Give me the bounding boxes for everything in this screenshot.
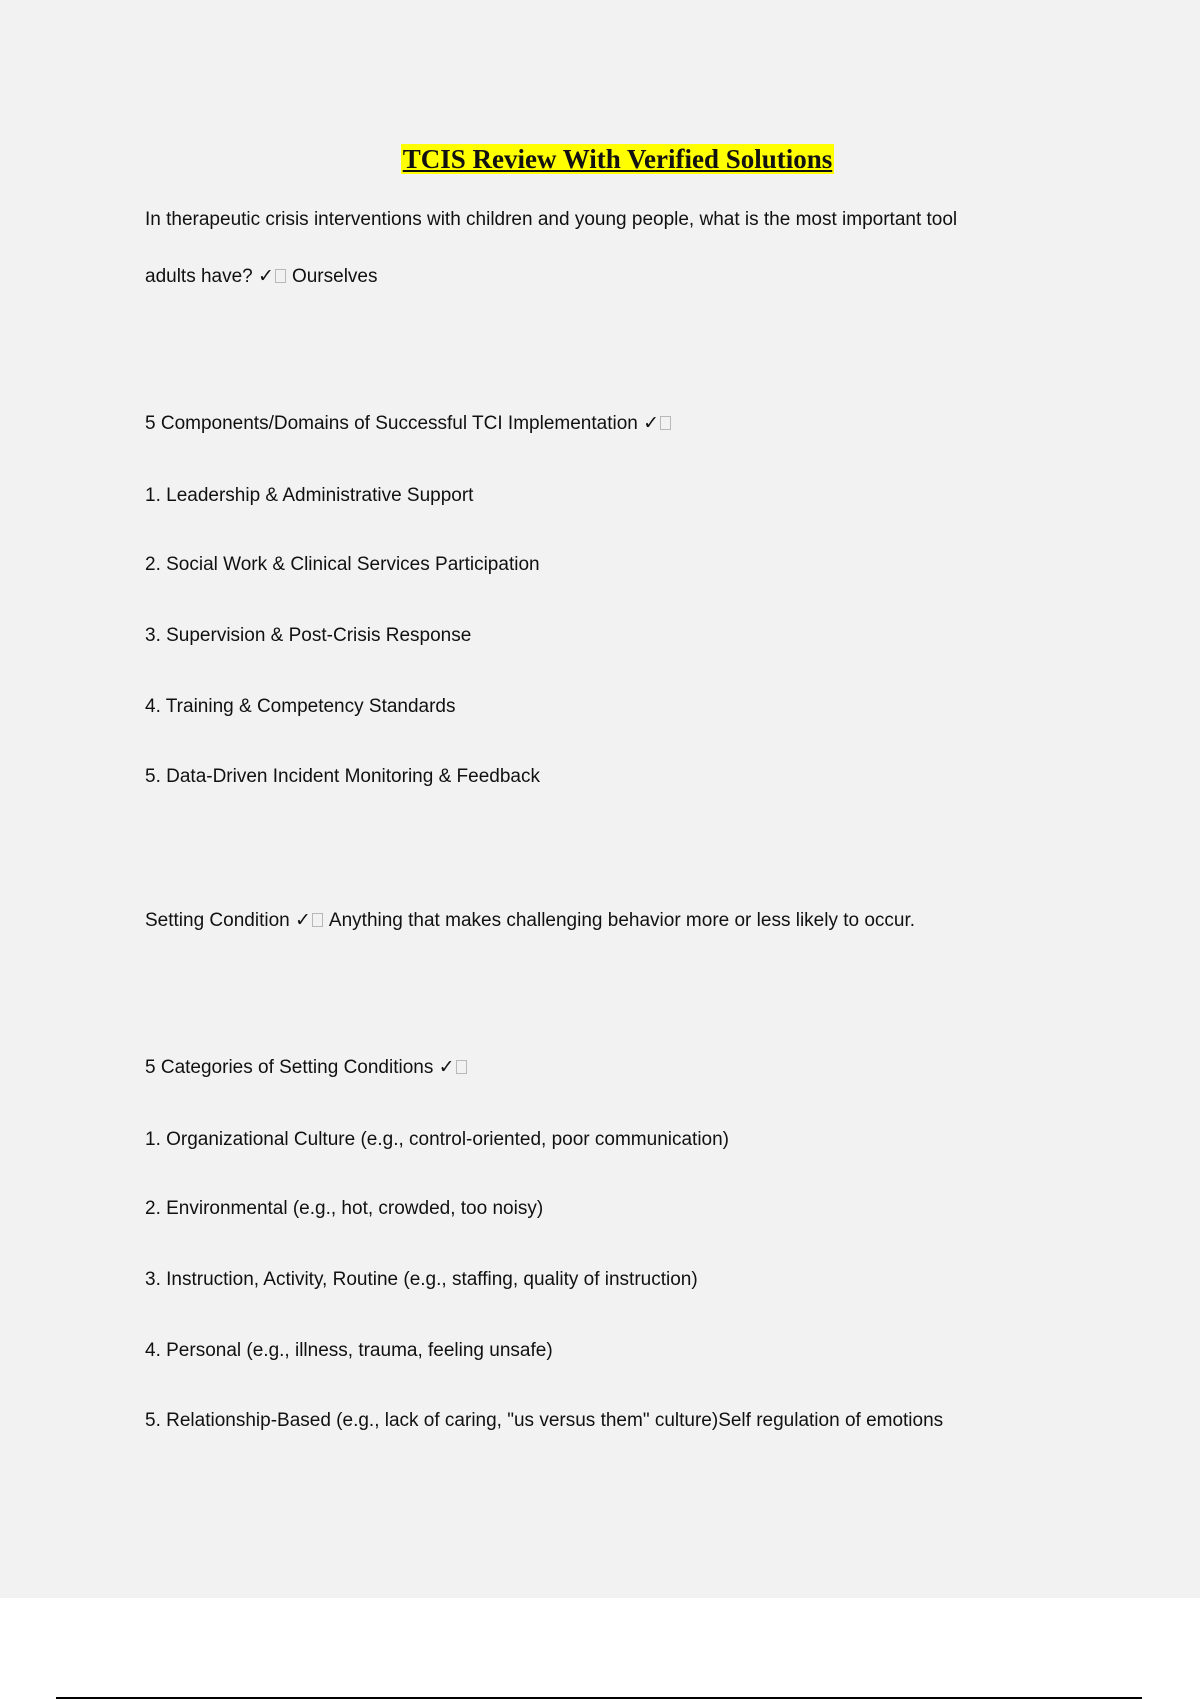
missing-glyph-box-icon xyxy=(312,913,323,927)
list-item: 1. Organizational Culture (e.g., control-oriented, poor communication) xyxy=(145,1129,730,1150)
list-item: 5. Data-Driven Incident Monitoring & Feedback xyxy=(145,766,540,787)
q3-term: Setting Condition xyxy=(145,910,290,931)
list-item: 4. Training & Competency Standards xyxy=(145,696,456,717)
list-item: 2. Social Work & Clinical Services Participation xyxy=(145,554,540,575)
missing-glyph-box-icon xyxy=(275,269,286,283)
list-item: 3. Supervision & Post-Crisis Response xyxy=(145,625,472,646)
q1-question-prefix: adults have? xyxy=(145,266,253,287)
q4-heading: 5 Categories of Setting Conditions xyxy=(145,1057,434,1078)
q2-heading: 5 Components/Domains of Successful TCI Implementation xyxy=(145,413,638,434)
q2-heading-line xyxy=(145,411,677,436)
check-icon: ✓ xyxy=(258,265,274,287)
q4-heading-line xyxy=(145,1055,473,1080)
check-icon: ✓ xyxy=(438,1056,455,1078)
list-item: 2. Environmental (e.g., hot, crowded, too noisy) xyxy=(145,1198,544,1219)
title-container xyxy=(0,142,1200,176)
list-item: 4. Personal (e.g., illness, trauma, feeling unsafe) xyxy=(145,1340,553,1361)
q1-question-line1: In therapeutic crisis interventions with children and young people, what is the most important tool xyxy=(145,209,958,230)
check-icon: ✓ xyxy=(643,412,660,434)
document-title: TCIS Review With Verified Solutions xyxy=(402,144,833,174)
q1-question-line2 xyxy=(145,264,377,289)
missing-glyph-box-icon xyxy=(660,416,671,430)
check-icon: ✓ xyxy=(295,909,311,931)
list-item: 1. Leadership & Administrative Support xyxy=(145,485,474,506)
q1-answer: Ourselves xyxy=(291,266,378,287)
missing-glyph-box-icon xyxy=(456,1060,467,1074)
footer-divider xyxy=(56,1697,1142,1699)
list-item: 5. Relationship-Based (e.g., lack of caring, "us versus them" culture)Self regulation of emotions xyxy=(145,1410,944,1431)
q3-answer: Anything that makes challenging behavior more or less likely to occur. xyxy=(328,910,916,931)
list-item: 3. Instruction, Activity, Routine (e.g., staffing, quality of instruction) xyxy=(145,1269,698,1290)
q3-line xyxy=(145,908,915,933)
